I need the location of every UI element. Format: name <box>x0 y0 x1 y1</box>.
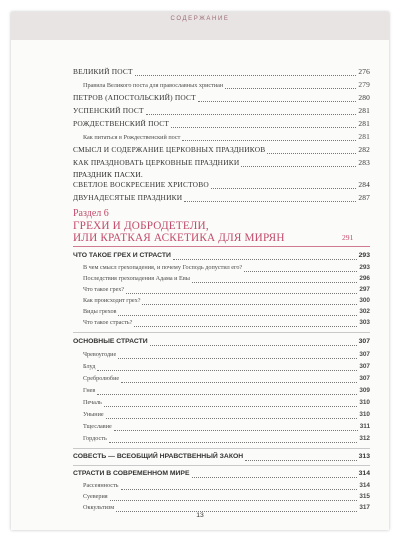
toc-subentry: В чем смысл грехопадения, и почему Господь допустил его? 293 <box>83 264 370 271</box>
toc-subentry: Оккультизм 317 <box>83 504 370 511</box>
section-title-line1: ГРЕХИ И ДОБРОДЕТЕЛИ, <box>73 220 209 232</box>
toc-subentry: Тщеславие 311 <box>83 423 370 430</box>
toc-entry: ДВУНАДЕСЯТЫЕ ПРАЗДНИКИ 287 <box>73 193 370 202</box>
toc-subentry: Рассеянность 314 <box>83 482 370 489</box>
section-rule <box>73 246 370 247</box>
toc-heading: ОСНОВНЫЕ СТРАСТИ 307 <box>73 338 370 345</box>
toc-subentry: Что такое страсть? 303 <box>83 319 370 326</box>
toc-entry: СМЫСЛ И СОДЕРЖАНИЕ ЦЕРКОВНЫХ ПРАЗДНИКОВ 282 <box>73 145 370 154</box>
toc-heading: СТРАСТИ В СОВРЕМЕННОМ МИРЕ 314 <box>73 470 370 477</box>
toc-subentry: Чревоугодие 307 <box>83 351 370 358</box>
toc-entry: РОЖДЕСТВЕНСКИЙ ПОСТ 281 <box>73 119 370 128</box>
toc-entry: СВЕТЛОЕ ВОСКРЕСЕНИЕ ХРИСТОВО 284 <box>73 180 370 189</box>
book-page <box>11 12 389 530</box>
divider <box>73 332 370 333</box>
section-title-line2: ИЛИ КРАТКАЯ АСКЕТИКА ДЛЯ МИРЯН <box>73 232 285 244</box>
toc-subentry: Сребролюбие 307 <box>83 375 370 382</box>
toc-entry: ВЕЛИКИЙ ПОСТ 276 <box>73 67 370 76</box>
toc-subentry: Как питаться в Рождественский пост 281 <box>83 132 370 141</box>
toc-subentry: Правила Великого поста для православных христиан 279 <box>83 80 370 89</box>
toc-heading: ЧТО ТАКОЕ ГРЕХ И СТРАСТИ 293 <box>73 252 370 259</box>
toc-subentry: Виды грехов 302 <box>83 308 370 315</box>
toc-heading: СОВЕСТЬ — ВСЕОБЩИЙ НРАВСТВЕННЫЙ ЗАКОН 313 <box>73 453 370 460</box>
toc-entry: ПЕТРОВ (АПОСТОЛЬСКИЙ) ПОСТ 280 <box>73 93 370 102</box>
toc-subentry: Гнев 309 <box>83 387 370 394</box>
toc-subentry: Блуд 307 <box>83 363 370 370</box>
toc-subentry: Что такое грех? 297 <box>83 286 370 293</box>
toc-subentry: Как происходит грех? 300 <box>83 297 370 304</box>
page-number: 13 <box>196 512 204 519</box>
toc-subentry: Печаль 310 <box>83 399 370 406</box>
toc-subentry: Суеверия 315 <box>83 493 370 500</box>
section-label: Раздел 6 <box>73 208 109 219</box>
toc-subentry: Последствия грехопадения Адама и Евы 296 <box>83 275 370 282</box>
divider <box>73 448 370 449</box>
toc-subentry: Уныние 310 <box>83 411 370 418</box>
toc-entry-line1: ПРАЗДНИК ПАСХИ. <box>73 170 143 179</box>
toc-subentry: Гордость 312 <box>83 435 370 442</box>
divider <box>73 465 370 466</box>
toc-entry: УСПЕНСКИЙ ПОСТ 281 <box>73 106 370 115</box>
toc-entry: КАК ПРАЗДНОВАТЬ ЦЕРКОВНЫЕ ПРАЗДНИКИ 283 <box>73 158 370 167</box>
running-header: СОДЕРЖАНИЕ <box>170 16 230 22</box>
section-page: 291 <box>342 233 354 242</box>
